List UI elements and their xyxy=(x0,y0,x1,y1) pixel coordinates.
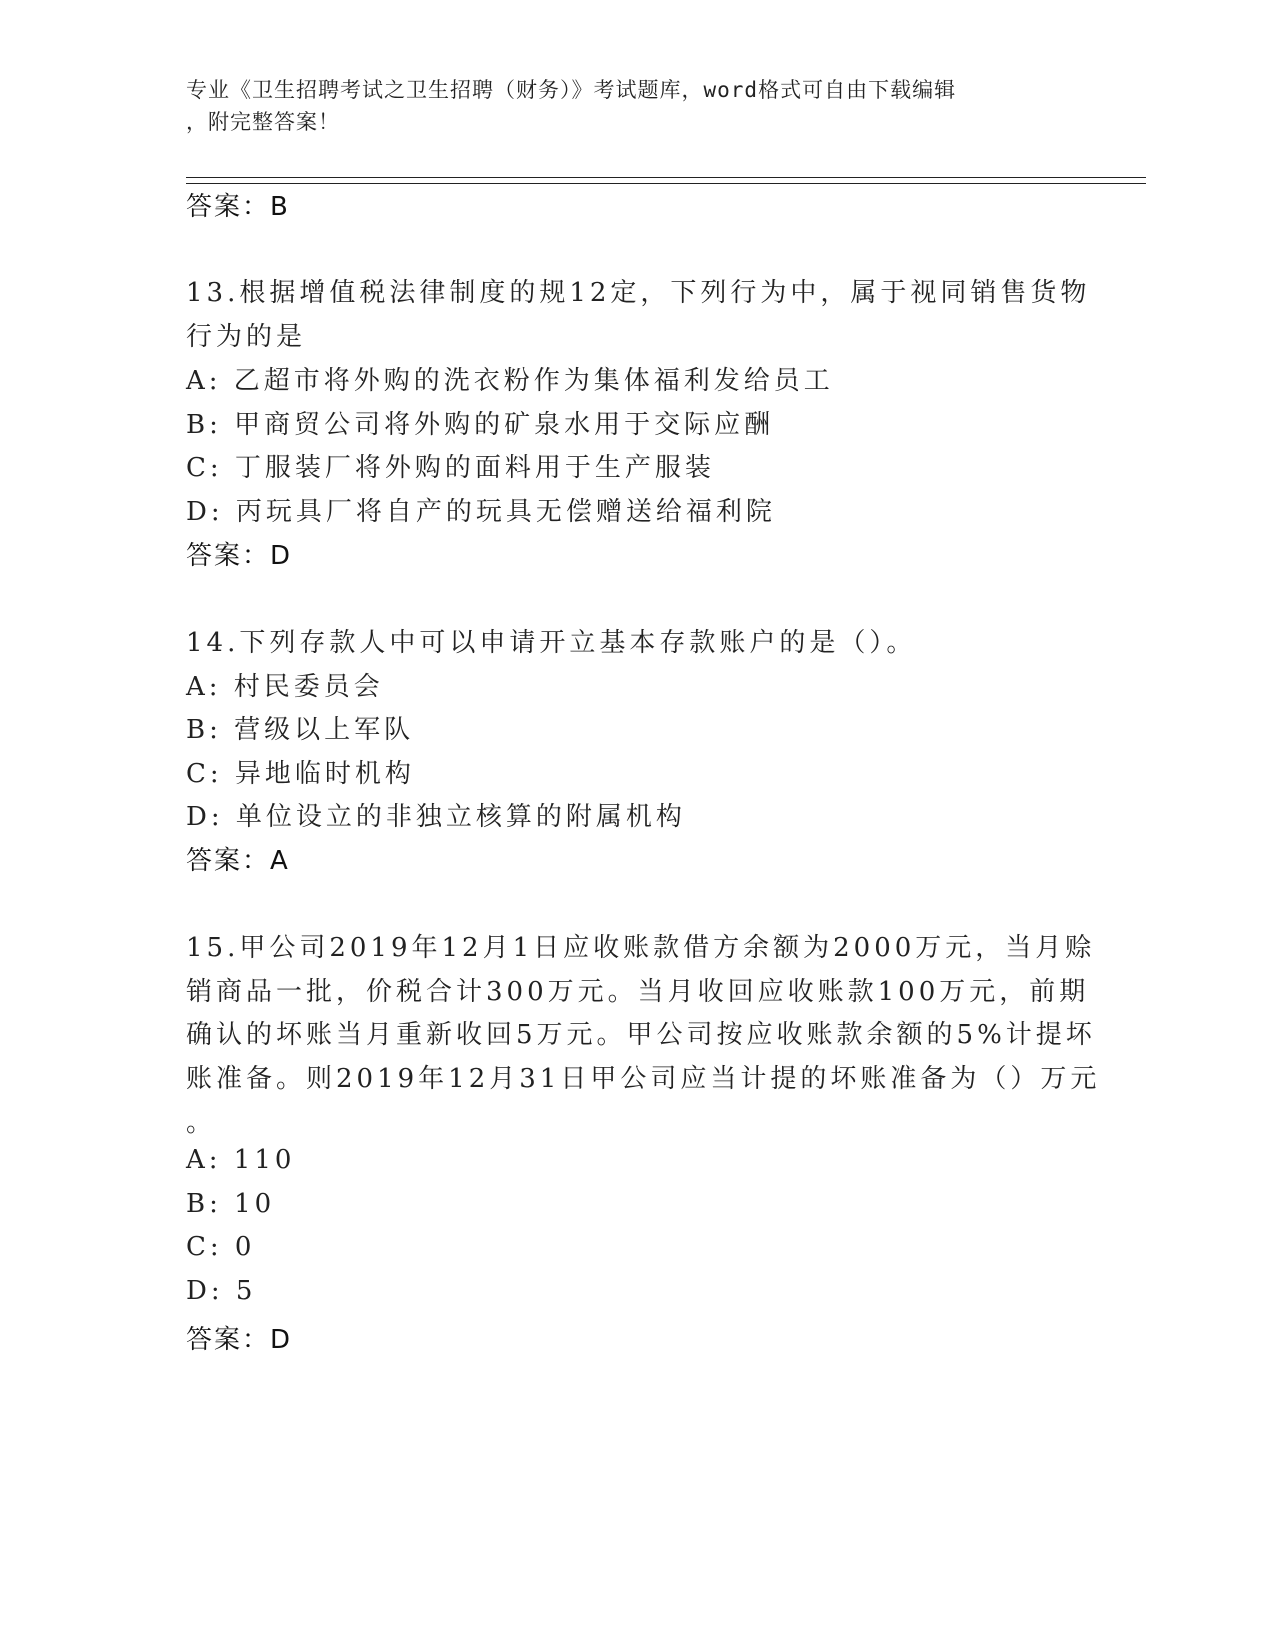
question-13-option-c: C: 丁服装厂将外购的面料用于生产服装 xyxy=(186,453,715,483)
question-15-stem-line-5: 。 xyxy=(186,1108,217,1138)
question-14-option-c: C: 异地临时机构 xyxy=(186,759,415,789)
question-15-stem-line-3: 确认的坏账当月重新收回5万元。甲公司按应收账款余额的5%计提坏 xyxy=(186,1020,1096,1050)
answer-prev: 答案：B xyxy=(186,192,290,222)
header-divider-top xyxy=(186,177,1146,178)
header-line-2: ，附完整答案！ xyxy=(186,110,340,134)
question-14-stem-line-1: 14.下列存款人中可以申请开立基本存款账户的是（）。 xyxy=(186,628,917,658)
question-15-option-b: B: 10 xyxy=(186,1189,276,1219)
question-13-option-d: D: 丙玩具厂将自产的玩具无偿赠送给福利院 xyxy=(186,497,776,527)
question-13-stem-line-2: 行为的是 xyxy=(186,322,307,352)
document-header xyxy=(186,74,1086,138)
question-13-stem-line-1: 13.根据增值税法律制度的规12定，下列行为中，属于视同销售货物 xyxy=(186,278,1091,308)
question-15-answer: 答案：D xyxy=(186,1325,293,1355)
question-15-option-d: D: 5 xyxy=(186,1276,257,1306)
question-15-option-a: A: 110 xyxy=(186,1145,296,1175)
question-15-stem-line-1: 15.甲公司2019年12月1日应收账款借方余额为2000万元，当月赊 xyxy=(186,933,1096,963)
header-line-1: 专业《卫生招聘考试之卫生招聘（财务）》考试题库，word格式可自由下载编辑 xyxy=(186,78,957,102)
question-14-option-a: A: 村民委员会 xyxy=(186,672,384,702)
question-14-option-b: B: 营级以上军队 xyxy=(186,715,415,745)
question-13-option-b: B: 甲商贸公司将外购的矿泉水用于交际应酬 xyxy=(186,410,775,440)
question-15-stem-line-4: 账准备。则2019年12月31日甲公司应当计提的坏账准备为（）万元 xyxy=(186,1064,1101,1094)
question-14-answer: 答案：A xyxy=(186,846,290,876)
question-15-stem-line-2: 销商品一批，价税合计300万元。当月收回应收账款100万元，前期 xyxy=(186,977,1090,1007)
question-13-option-a: A: 乙超市将外购的洗衣粉作为集体福利发给员工 xyxy=(186,366,834,396)
question-14-option-d: D: 单位设立的非独立核算的附属机构 xyxy=(186,802,686,832)
question-15-option-c: C: 0 xyxy=(186,1232,256,1262)
header-divider-bottom xyxy=(186,183,1146,184)
question-13-answer: 答案：D xyxy=(186,541,293,571)
